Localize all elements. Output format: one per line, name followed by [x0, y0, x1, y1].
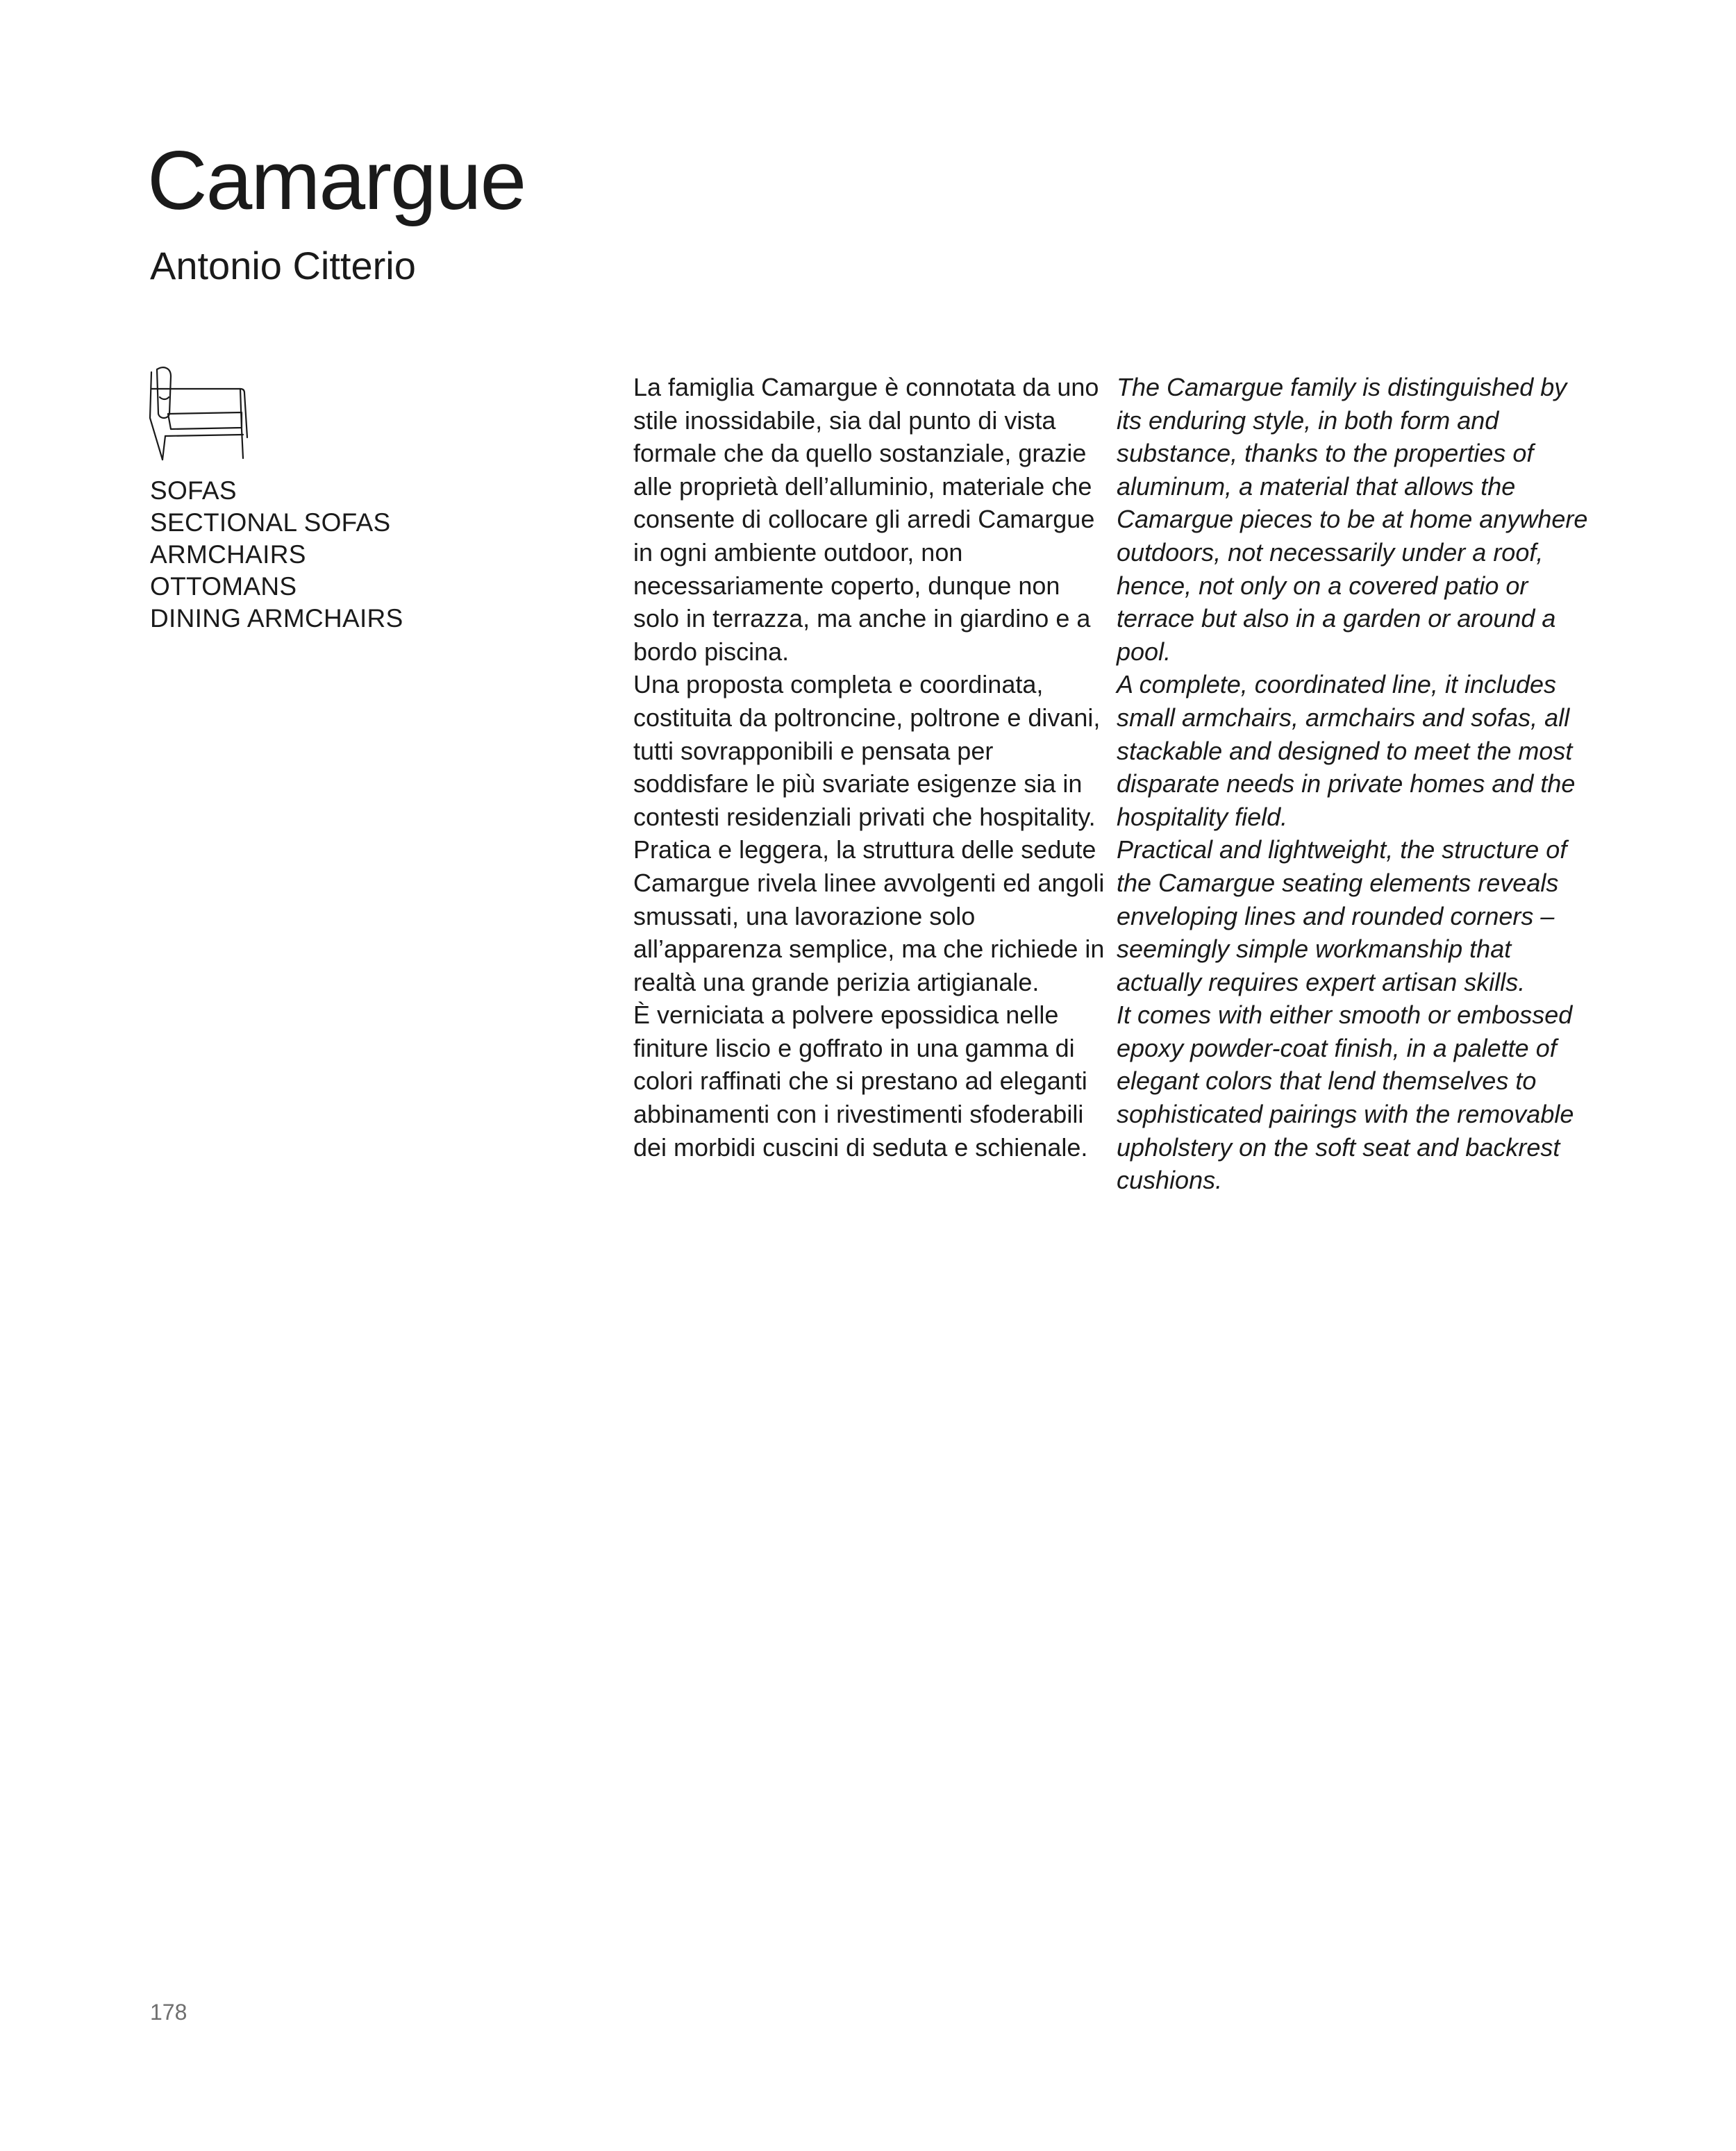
armchair-outline-icon: [147, 355, 258, 467]
page-title: Camargue: [147, 134, 526, 227]
paragraph: È verniciata a polvere epossidica nelle finiture liscio e goffrato in una gamma di colori raffinati che si prestano ad eleganti abbinamenti con i rivestimenti sfoderabili dei morbidi cuscini di seduta e schienale.: [633, 1001, 1088, 1162]
category-list: [150, 475, 403, 635]
paragraph: La famiglia Camargue è connotata da uno stile inossidabile, sia dal punto di vista formale che da quello sostanziale, grazie alle proprietà dell’alluminio, materiale che consente di collocare gli arredi Camargue in ogni ambiente outdoor, non necessariamente coperto, dunque non solo in terrazza, ma anche in giardino e a bordo piscina.: [633, 373, 1099, 666]
paragraph: A complete, coordinated line, it includes small armchairs, armchairs and sofas, all stackable and designed to meet the most disparate needs in private homes and the hospitality field.: [1117, 670, 1576, 831]
designer-name: Antonio Citterio: [150, 244, 416, 287]
paragraph: The Camargue family is distinguished by its enduring style, in both form and substance, thanks to the properties of aluminum, a material that allows the Camargue pieces to be at home anywhere outdoors, not necessarily under a roof, hence, not only on a covered patio or terrace but also in a garden or around a pool.: [1117, 373, 1588, 666]
description-italian: [633, 371, 1105, 1164]
category-item: OTTOMANS: [150, 572, 297, 601]
category-item: SECTIONAL SOFAS: [150, 508, 391, 537]
paragraph: Pratica e leggera, la struttura delle sedute Camargue rivela linee avvolgenti ed angoli smussati, una lavorazione solo all’apparenza semplice, ma che richiede in realtà una grande perizia artigianale.: [633, 835, 1105, 996]
description-english: [1117, 371, 1589, 1197]
paragraph: Una proposta completa e coordinata, costituita da poltroncine, poltrone e divani, tutti sovrapponibili e pensata per soddisfare le più svariate esigenze sia in contesti residenziali privati che hospitality.: [633, 670, 1101, 831]
category-item: SOFAS: [150, 476, 237, 505]
paragraph: It comes with either smooth or embossed epoxy powder-coat finish, in a palette of elegant colors that lend themselves to sophisticated pairings with the removable upholstery on the soft seat and backrest cushions.: [1117, 1001, 1574, 1195]
page-number: 178: [150, 2000, 187, 2025]
category-item: DINING ARMCHAIRS: [150, 604, 403, 633]
paragraph: Practical and lightweight, the structure of the Camargue seating elements reveals enveloping lines and rounded corners – seemingly simple workmanship that actually requires expert artisan skills.: [1117, 835, 1567, 996]
category-item: ARMCHAIRS: [150, 540, 306, 569]
